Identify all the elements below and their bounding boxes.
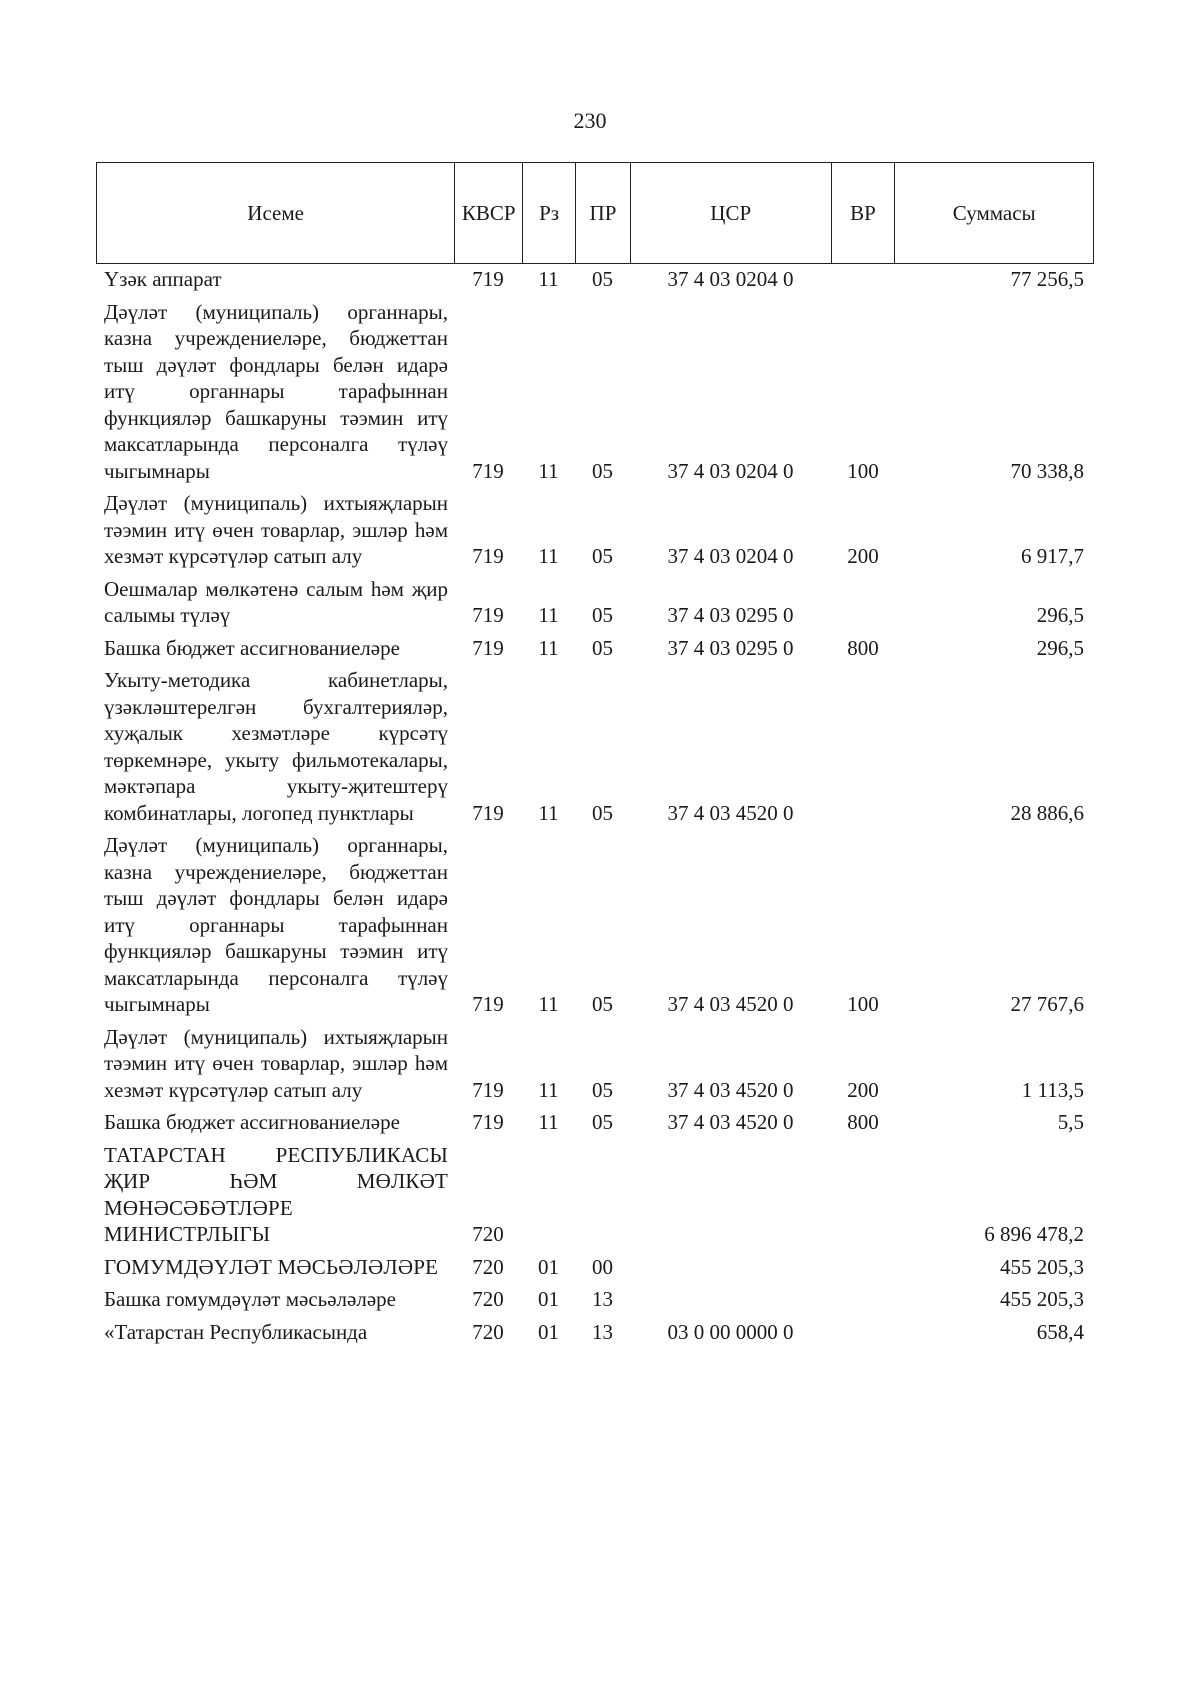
header-kvsr: КВСР — [454, 163, 522, 263]
row-kvsr: 719 — [472, 800, 504, 825]
row-name: Дәүләт (муниципаль) органнары, казна учреждениеләре, бюджеттан тыш дәүләт фондлары белән идарә итү органнары тарафыннан функцияләр башкаруны тәэмин итү максатларында персоналга түләү чыгымнары — [104, 299, 448, 483]
table-row — [96, 490, 1094, 570]
row-kvsr: 719 — [472, 267, 504, 291]
row-vr: 800 — [847, 1110, 879, 1134]
row-vr — [831, 1319, 895, 1346]
header-vr: ВР — [831, 163, 895, 263]
row-pr: 00 — [592, 1254, 613, 1279]
row-sum: 455 205,3 — [1000, 1254, 1084, 1279]
row-pr: 05 — [592, 458, 613, 483]
row-csr: 37 4 03 0295 0 — [667, 603, 794, 627]
row-vr: 100 — [847, 458, 879, 483]
row-sum: 27 767,6 — [1010, 992, 1084, 1016]
row-kvsr: 720 — [472, 1287, 504, 1311]
row-name: ГОМУМДӘҮЛӘТ МӘСЬӘЛӘЛӘРЕ — [104, 1254, 439, 1279]
row-rz — [522, 1142, 575, 1248]
row-rz: 11 — [538, 603, 559, 627]
row-name: Башка бюджет ассигнованиеләре — [104, 635, 400, 660]
row-kvsr: 720 — [472, 1222, 504, 1246]
row-csr — [630, 1254, 831, 1281]
row-name: Үзәк аппарат — [104, 267, 222, 291]
row-pr: 05 — [592, 1077, 613, 1102]
row-sum: 77 256,5 — [1010, 267, 1084, 291]
row-csr: 37 4 03 4520 0 — [667, 1077, 794, 1102]
row-rz: 11 — [538, 1077, 559, 1102]
row-name: «Татарстан Республикасында — [104, 1319, 368, 1344]
row-name: Дәүләт (муниципаль) ихтыяҗларын тәэмин итү өчен товарлар, эшләр һәм хезмәт күрсәтүләр сатып алу — [104, 491, 448, 568]
table-row — [96, 1024, 1094, 1104]
row-csr: 03 0 00 0000 0 — [667, 1319, 794, 1344]
row-vr: 100 — [847, 992, 879, 1016]
row-csr: 37 4 03 0204 0 — [667, 544, 794, 568]
row-sum: 296,5 — [1036, 603, 1084, 627]
row-kvsr: 719 — [472, 603, 504, 627]
row-pr: 13 — [592, 1319, 613, 1344]
row-kvsr: 719 — [472, 1110, 504, 1134]
row-pr: 05 — [592, 544, 613, 568]
row-rz: 01 — [538, 1254, 559, 1279]
row-vr: 200 — [847, 544, 879, 568]
row-name: Дәүләт (муниципаль) органнары, казна учреждениеләре, бюджеттан тыш дәүләт фондлары белән идарә итү органнары тарафыннан функцияләр башкаруны тәэмин итү максатларында персоналга түләү чыгымнары — [104, 833, 448, 1016]
row-sum: 1 113,5 — [1021, 1077, 1084, 1102]
row-vr: 800 — [847, 635, 879, 660]
row-rz: 11 — [538, 544, 559, 568]
row-rz: 11 — [538, 635, 559, 660]
row-sum: 296,5 — [1036, 635, 1084, 660]
row-rz: 11 — [538, 267, 559, 291]
table-row — [96, 1142, 1094, 1248]
table-header — [96, 162, 1094, 264]
row-vr: 200 — [847, 1077, 879, 1102]
table-row — [96, 1286, 1094, 1313]
row-csr: 37 4 03 0204 0 — [667, 458, 794, 483]
row-rz: 01 — [538, 1319, 559, 1344]
row-csr: 37 4 03 0204 0 — [667, 267, 794, 291]
row-kvsr: 719 — [472, 992, 504, 1016]
row-pr — [575, 1142, 630, 1248]
row-name: Укыту-методика кабинетлары, үзәкләштерелгән бухгалтерияләр, хуҗалык хезмәтләре күрсәтү төркемнәре, укыту фильмотекалары, мәктәпара укыту-җитештерү комбинатлары, логопед пунктлары — [104, 668, 448, 825]
row-rz: 11 — [538, 800, 559, 825]
row-pr: 05 — [592, 1110, 613, 1134]
row-csr: 37 4 03 4520 0 — [667, 1110, 794, 1134]
row-sum: 28 886,6 — [1010, 800, 1084, 825]
row-kvsr: 719 — [472, 458, 504, 483]
row-name: ТАТАРСТАН РЕСПУБЛИКАСЫ ҖИР ҺӘМ МӨЛКӘТ МӨНӘСӘБӘТЛӘРЕ МИНИСТРЛЫГЫ — [104, 1142, 448, 1246]
table-row — [96, 1254, 1094, 1281]
row-pr: 05 — [592, 603, 613, 627]
row-vr — [831, 266, 895, 293]
row-pr: 05 — [592, 992, 613, 1016]
row-sum: 6 896 478,2 — [984, 1222, 1084, 1246]
table-body — [96, 266, 1094, 1345]
row-name: Дәүләт (муниципаль) ихтыяҗларын тәэмин итү өчен товарлар, эшләр һәм хезмәт күрсәтүләр сатып алу — [104, 1024, 448, 1102]
row-pr: 05 — [592, 635, 613, 660]
header-rz: Рз — [522, 163, 575, 263]
header-name: Исеме — [247, 200, 304, 225]
row-vr — [831, 1286, 895, 1313]
row-pr: 05 — [592, 267, 613, 291]
row-name: Башка бюджет ассигнованиеләре — [104, 1110, 400, 1134]
row-kvsr: 719 — [472, 1077, 504, 1102]
row-kvsr: 719 — [472, 544, 504, 568]
table-row — [96, 832, 1094, 1018]
row-csr: 37 4 03 4520 0 — [667, 992, 794, 1016]
row-sum: 455 205,3 — [1000, 1287, 1084, 1311]
budget-table — [96, 162, 1094, 1351]
header-sum: Суммасы — [894, 163, 1093, 263]
row-sum: 6 917,7 — [1021, 544, 1084, 568]
row-rz: 11 — [538, 1110, 559, 1134]
header-pr: ПР — [575, 163, 630, 263]
row-csr — [630, 1142, 831, 1248]
header-csr: ЦСР — [630, 163, 831, 263]
row-vr — [831, 667, 895, 826]
table-row — [96, 1109, 1094, 1136]
row-vr — [831, 1142, 895, 1248]
table-row — [96, 576, 1094, 629]
table-row — [96, 266, 1094, 293]
row-name: Оешмалар мөлкәтенә салым һәм җир салымы түләү — [104, 576, 448, 627]
row-kvsr: 720 — [472, 1254, 504, 1279]
row-sum: 5,5 — [1057, 1110, 1084, 1134]
table-row — [96, 635, 1094, 662]
row-csr — [630, 1286, 831, 1313]
row-csr: 37 4 03 4520 0 — [667, 800, 794, 825]
table-row — [96, 299, 1094, 485]
row-kvsr: 719 — [472, 635, 504, 660]
page-number: 230 — [573, 108, 607, 133]
row-vr — [831, 1254, 895, 1281]
row-vr — [831, 576, 895, 629]
row-pr: 13 — [592, 1287, 613, 1311]
row-rz: 01 — [538, 1287, 559, 1311]
row-pr: 05 — [592, 800, 613, 825]
row-sum: 658,4 — [1036, 1319, 1084, 1344]
row-rz: 11 — [538, 458, 559, 483]
table-row — [96, 1319, 1094, 1346]
row-name: Башка гомумдәүләт мәсьәләләре — [104, 1287, 396, 1311]
row-sum: 70 338,8 — [1010, 458, 1084, 483]
row-rz: 11 — [538, 992, 559, 1016]
row-kvsr: 720 — [472, 1319, 504, 1344]
row-csr: 37 4 03 0295 0 — [667, 635, 794, 660]
table-row — [96, 667, 1094, 826]
